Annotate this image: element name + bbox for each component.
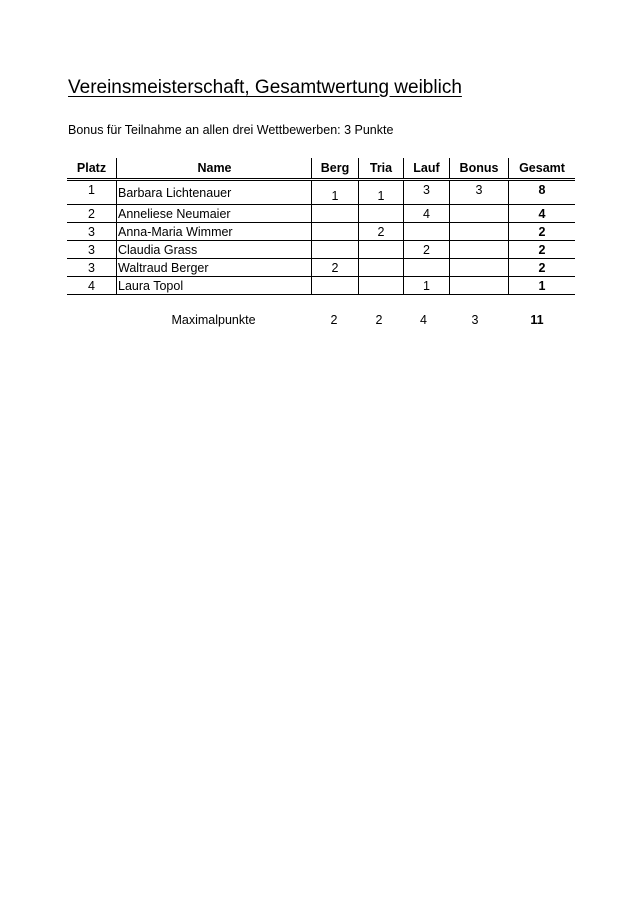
cell-berg: 2: [312, 259, 359, 277]
header-gesamt: Gesamt: [509, 158, 576, 180]
table-row: [67, 180, 575, 205]
cell-tria: [359, 241, 404, 259]
cell-bonus: 3: [450, 180, 509, 205]
cell-platz: 3: [67, 241, 117, 259]
table-row: [67, 205, 575, 223]
cell-bonus: [450, 277, 509, 295]
cell-name: Claudia Grass: [117, 241, 312, 259]
table-row: [67, 241, 575, 259]
cell-name: Waltraud Berger: [117, 259, 312, 277]
cell-name: Laura Topol: [117, 277, 312, 295]
cell-platz: 2: [67, 205, 117, 223]
cell-platz: 3: [67, 223, 117, 241]
cell-berg: [312, 223, 359, 241]
cell-gesamt: 8: [509, 180, 576, 205]
cell-tria: 2: [359, 223, 404, 241]
table-row: [67, 277, 575, 295]
cell-bonus: [450, 205, 509, 223]
header-berg: Berg: [312, 158, 359, 180]
header-bonus: Bonus: [450, 158, 509, 180]
cell-name: Anna-Maria Wimmer: [117, 223, 312, 241]
max-points-row: [0, 313, 644, 331]
cell-gesamt: 2: [509, 241, 576, 259]
cell-name: Barbara Lichtenauer: [117, 180, 312, 205]
cell-lauf: 4: [404, 205, 450, 223]
bonus-note: Bonus für Teilnahme an allen drei Wettbewerben: 3 Punkte: [68, 123, 394, 137]
cell-platz: 3: [67, 259, 117, 277]
cell-bonus: [450, 223, 509, 241]
cell-berg: [312, 277, 359, 295]
cell-lauf: 2: [404, 241, 450, 259]
cell-bonus: [450, 241, 509, 259]
cell-platz: 4: [67, 277, 117, 295]
cell-berg: 1: [312, 180, 359, 205]
results-table: [67, 158, 575, 295]
header-tria: Tria: [359, 158, 404, 180]
header-platz: Platz: [67, 158, 117, 180]
cell-lauf: [404, 259, 450, 277]
cell-tria: [359, 277, 404, 295]
max-points-label: Maximalpunkte: [171, 313, 256, 327]
cell-name: Anneliese Neumaier: [117, 205, 312, 223]
max-berg: 2: [330, 313, 338, 327]
cell-gesamt: 1: [509, 277, 576, 295]
cell-berg: [312, 241, 359, 259]
table-row: [67, 223, 575, 241]
cell-tria: 1: [359, 180, 404, 205]
cell-bonus: [450, 259, 509, 277]
max-bonus: 3: [471, 313, 479, 327]
cell-lauf: [404, 223, 450, 241]
cell-gesamt: 2: [509, 259, 576, 277]
cell-tria: [359, 205, 404, 223]
header-lauf: Lauf: [404, 158, 450, 180]
page-title: Vereinsmeisterschaft, Gesamtwertung weiblich: [68, 77, 462, 98]
table-row: [67, 259, 575, 277]
cell-platz: 1: [67, 180, 117, 205]
max-lauf: 4: [420, 313, 427, 327]
cell-berg: [312, 205, 359, 223]
cell-gesamt: 4: [509, 205, 576, 223]
cell-lauf: 3: [404, 180, 450, 205]
cell-gesamt: 2: [509, 223, 576, 241]
max-gesamt: 11: [530, 313, 544, 327]
header-name: Name: [117, 158, 312, 180]
cell-tria: [359, 259, 404, 277]
max-tria: 2: [375, 313, 383, 327]
cell-lauf: 1: [404, 277, 450, 295]
table-header-row: [67, 158, 575, 180]
